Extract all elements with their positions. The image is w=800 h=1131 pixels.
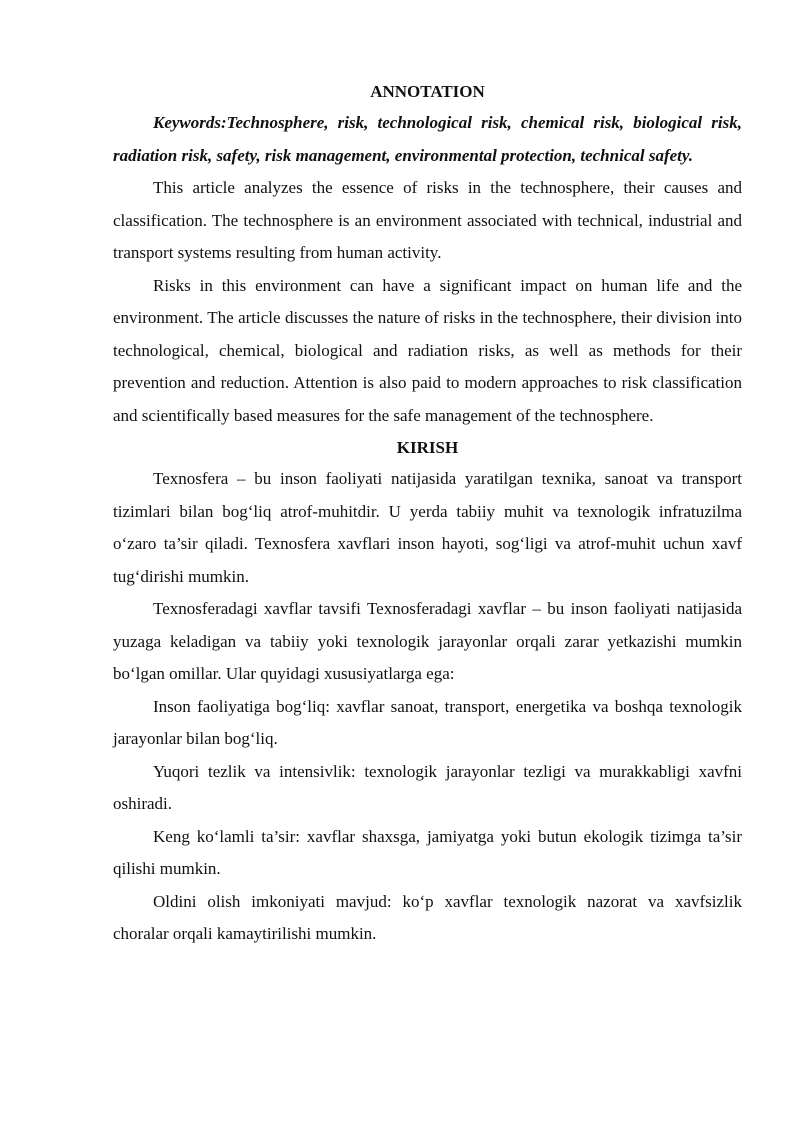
kirish-paragraph: Yuqori tezlik va intensivlik: texnologik jarayonlar tezligi va murakkabligi xavfni oshiradi. <box>113 761 742 813</box>
kirish-paragraph: Oldini olish imkoniyati mavjud: ko‘p xavflar texnologik nazorat va xavfsizlik choralar orqali kamaytirilishi mumkin. <box>113 891 742 943</box>
keywords-paragraph <box>113 107 742 172</box>
annotation-paragraph: This article analyzes the essence of risks in the technosphere, their causes and classification. The technosphere is an environment associated with technical, industrial and transport systems resulting from human activity. <box>113 178 742 262</box>
kirish-paragraph: Texnosfera – bu inson faoliyati natijasida yaratilgan texnika, sanoat va transport tizimlari bilan bog‘liq atrof-muhitdir. U yerda tabiiy muhit va texnologik infratuzilma o‘zaro ta’sir qiladi. Texnosfera xavflari inson hayoti, sog‘ligi va atrof-muhit uchun xavf tug‘dirishi mumkin. <box>113 469 742 586</box>
kirish-paragraph: Keng ko‘lamli ta’sir: xavflar shaxsga, jamiyatga yoki butun ekologik tizimga ta’sir qilishi mumkin. <box>113 826 742 878</box>
annotation-paragraph: Risks in this environment can have a significant impact on human life and the environment. The article discusses the nature of risks in the technosphere, their division into technological, chemical, biological and radiation risks, as well as methods for their prevention and reduction. Attention is also paid to modern approaches to risk classification and scientifically based measures for the safe management of the technosphere. <box>113 275 742 425</box>
kirish-paragraph: Inson faoliyatiga bog‘liq: xavflar sanoat, transport, energetika va boshqa texnologik jarayonlar bilan bog‘liq. <box>113 696 742 748</box>
keywords-label: Keywords: <box>153 113 227 132</box>
kirish-heading: KIRISH <box>396 438 459 457</box>
kirish-paragraph: Texnosferadagi xavflar tavsifi Texnosferadagi xavflar – bu inson faoliyati natijasida yuzaga keladigan va tabiiy yoki texnologik jarayonlar orqali zarar yetkazishi mumkin bo‘lgan omillar. Ular quyidagi xususiyatlarga ega: <box>113 599 742 683</box>
annotation-heading: ANNOTATION <box>370 82 485 101</box>
keywords-text: Technosphere, risk, technological risk, chemical risk, biological risk, radiation risk, safety, risk management, environmental protection, technical safety. <box>113 113 742 165</box>
